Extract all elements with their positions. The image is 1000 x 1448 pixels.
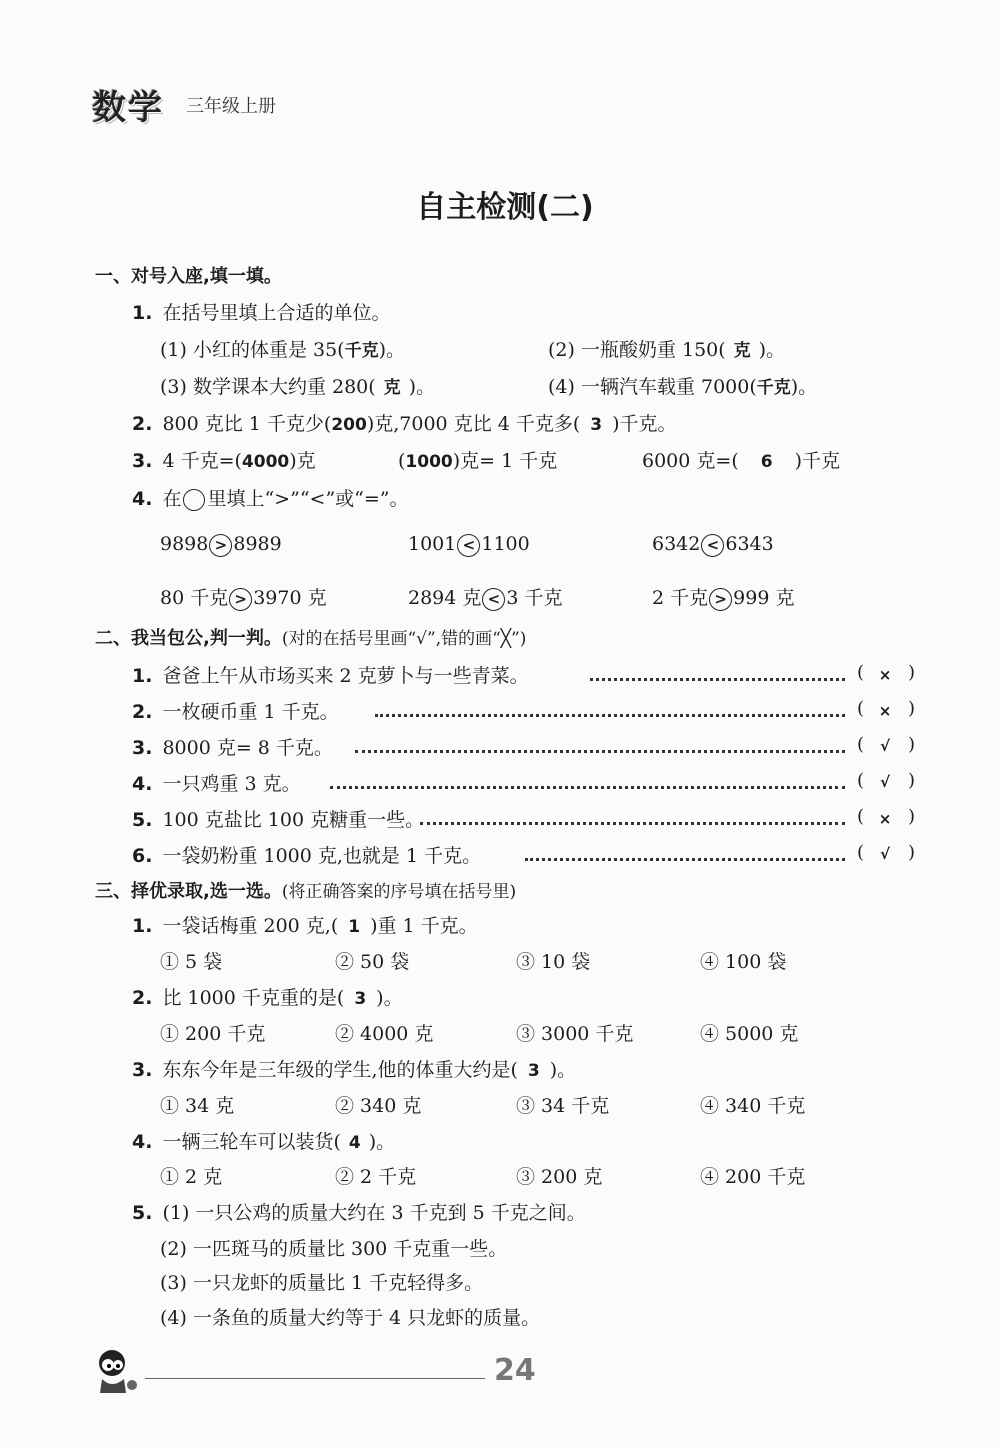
section-heading-text: 三、择优录取,选一选。 bbox=[95, 881, 282, 902]
question-text: 里填上“>”“<”或“=”。 bbox=[207, 488, 409, 510]
question-text: )克,7000 克比 4 千克多( bbox=[366, 413, 581, 435]
answer: 1 bbox=[348, 917, 361, 937]
question-text: 一袋话梅重 200 克,( bbox=[162, 915, 339, 937]
question-number: 2. bbox=[132, 987, 153, 1009]
question-number: 6. bbox=[132, 845, 153, 867]
option: ③ 3000 千克 bbox=[516, 1023, 634, 1045]
s3-q5 bbox=[132, 1198, 586, 1225]
question-number: 1. bbox=[132, 302, 153, 324]
answer: 3 bbox=[590, 415, 603, 435]
answer-paren-close: ) bbox=[908, 806, 916, 827]
answer-paren-open: ( bbox=[857, 806, 865, 827]
option: ② 340 克 bbox=[335, 1095, 422, 1117]
s3-q4 bbox=[132, 1127, 395, 1154]
judge-item bbox=[132, 769, 301, 796]
comparison-right: 1100 bbox=[481, 533, 530, 555]
question-text: )克= 1 千克 bbox=[452, 450, 558, 472]
comparison-item bbox=[652, 583, 794, 611]
answer: 千克 bbox=[756, 378, 791, 398]
section-1-heading: 一、对号入座,填一填。 bbox=[95, 266, 282, 287]
question-number: 2. bbox=[132, 413, 153, 435]
question-number: 1. bbox=[132, 665, 153, 687]
question-text: (2) 一瓶酸奶重 150( bbox=[548, 339, 726, 361]
s1-q3-e1 bbox=[132, 446, 316, 473]
section-heading-text: 二、我当包公,判一判。 bbox=[95, 628, 282, 649]
question-text: )。 bbox=[378, 339, 406, 361]
judge-mark: × bbox=[878, 810, 892, 828]
comparison-right: 6343 bbox=[725, 533, 774, 555]
comparison-left: 9898 bbox=[160, 533, 209, 555]
comparison-sign: > bbox=[209, 534, 232, 557]
option: ② 4000 克 bbox=[335, 1023, 434, 1045]
option: ① 34 克 bbox=[160, 1095, 235, 1117]
question-number: 4. bbox=[132, 773, 153, 795]
question-number: 4. bbox=[132, 488, 153, 510]
question-number: 1. bbox=[132, 915, 153, 937]
answer: 4000 bbox=[241, 452, 290, 472]
comparison-item bbox=[408, 583, 563, 611]
comparison-sign: < bbox=[701, 534, 724, 557]
question-text: 一枚硬币重 1 千克。 bbox=[162, 701, 339, 723]
answer-paren-close: ) bbox=[908, 842, 916, 863]
judge-item bbox=[132, 805, 424, 832]
question-text: )千克 bbox=[794, 450, 840, 472]
s3-q5-line: (3) 一只龙虾的质量比 1 千克轻得多。 bbox=[160, 1272, 484, 1294]
comparison-right: 3970 克 bbox=[253, 587, 327, 609]
question-text: 一只鸡重 3 克。 bbox=[162, 773, 301, 795]
answer: 200 bbox=[331, 415, 367, 435]
option: ③ 10 袋 bbox=[516, 951, 591, 973]
question-text: 100 克盐比 100 克糖重一些。 bbox=[162, 809, 425, 831]
answer-paren-open: ( bbox=[857, 698, 865, 719]
question-text: 6000 克=( bbox=[642, 450, 739, 472]
grade-label: 三年级上册 bbox=[186, 96, 276, 117]
comparison-right: 8989 bbox=[233, 533, 282, 555]
comparison-sign: < bbox=[482, 588, 505, 611]
answer: 千克 bbox=[344, 341, 379, 361]
answer-paren-open: ( bbox=[857, 842, 865, 863]
footer-rule bbox=[145, 1378, 485, 1379]
dotted-leader bbox=[330, 786, 845, 789]
option: ④ 200 千克 bbox=[700, 1166, 806, 1188]
question-text: )。 bbox=[758, 339, 786, 361]
question-text: )克 bbox=[289, 450, 316, 472]
question-number: 5. bbox=[132, 809, 153, 831]
comparison-sign: < bbox=[457, 534, 480, 557]
question-text: )。 bbox=[790, 376, 818, 398]
judge-mark: √ bbox=[879, 737, 890, 755]
page-number: 24 bbox=[494, 1353, 536, 1388]
question-number: 3. bbox=[132, 450, 153, 472]
s1-q2 bbox=[132, 409, 677, 436]
s1-q3-e2 bbox=[398, 446, 557, 473]
dotted-leader bbox=[525, 858, 845, 861]
question-text: )。 bbox=[368, 1131, 396, 1153]
comparison-left: 6342 bbox=[652, 533, 701, 555]
question-number: 4. bbox=[132, 1131, 153, 1153]
question-text: 一袋奶粉重 1000 克,也就是 1 千克。 bbox=[162, 845, 482, 867]
option: ① 5 袋 bbox=[160, 951, 223, 973]
answer-paren-close: ) bbox=[908, 662, 916, 683]
judge-mark: × bbox=[878, 666, 892, 684]
s1-q1-a bbox=[160, 335, 405, 362]
dotted-leader bbox=[590, 678, 845, 681]
question-text: (1) 一只公鸡的质量大约在 3 千克到 5 千克之间。 bbox=[162, 1202, 586, 1224]
judge-item bbox=[132, 697, 339, 724]
option: ① 2 克 bbox=[160, 1166, 223, 1188]
comparison-item bbox=[160, 533, 282, 557]
question-text: 比 1000 千克重的是( bbox=[162, 987, 345, 1009]
option: ③ 200 克 bbox=[516, 1166, 603, 1188]
answer: 克 bbox=[733, 341, 751, 361]
comparison-item bbox=[652, 533, 774, 557]
question-text: 4 千克=( bbox=[162, 450, 242, 472]
section-note: (将正确答案的序号填在括号里) bbox=[281, 882, 517, 902]
question-text: (1) 小红的体重是 35( bbox=[160, 339, 345, 361]
section-note: (对的在括号里画“√”,错的画“╳”) bbox=[281, 629, 527, 649]
s1-q3-e3 bbox=[642, 446, 840, 473]
comparison-right: 999 克 bbox=[733, 587, 795, 609]
s3-q1 bbox=[132, 911, 478, 938]
s3-q2 bbox=[132, 983, 403, 1010]
comparison-left: 2894 克 bbox=[408, 587, 482, 609]
dotted-leader bbox=[420, 822, 845, 825]
s3-q5-line: (2) 一匹斑马的质量比 300 千克重一些。 bbox=[160, 1238, 508, 1260]
question-text: )。 bbox=[376, 987, 403, 1009]
comparison-right: 3 千克 bbox=[506, 587, 563, 609]
option: ④ 100 袋 bbox=[700, 951, 787, 973]
answer: 1000 bbox=[405, 452, 453, 472]
s1-q1-c bbox=[160, 372, 435, 399]
question-text: (3) 数学课本大约重 280( bbox=[160, 376, 376, 398]
question-text: 在 bbox=[162, 488, 182, 510]
question-text: )重 1 千克。 bbox=[370, 915, 478, 937]
question-text: 在括号里填上合适的单位。 bbox=[162, 302, 391, 324]
question-text: 东东今年是三年级的学生,他的体重大约是( bbox=[162, 1059, 518, 1081]
comparison-left: 80 千克 bbox=[160, 587, 229, 609]
answer-paren-open: ( bbox=[857, 734, 865, 755]
subject-logo bbox=[92, 80, 164, 129]
question-number: 2. bbox=[132, 701, 153, 723]
comparison-item bbox=[408, 533, 530, 557]
s3-q3 bbox=[132, 1055, 576, 1082]
question-text: 爸爸上午从市场买来 2 克萝卜与一些青菜。 bbox=[162, 665, 529, 687]
option: ④ 5000 克 bbox=[700, 1023, 799, 1045]
option: ③ 34 千克 bbox=[516, 1095, 610, 1117]
comparison-left: 1001 bbox=[408, 533, 457, 555]
option: ④ 340 千克 bbox=[700, 1095, 806, 1117]
s1-q1 bbox=[132, 298, 390, 325]
option: ① 200 千克 bbox=[160, 1023, 266, 1045]
judge-item bbox=[132, 841, 481, 868]
answer-paren-open: ( bbox=[857, 770, 865, 791]
option: ② 2 千克 bbox=[335, 1166, 417, 1188]
judge-item bbox=[132, 733, 333, 760]
answer: 3 bbox=[354, 989, 367, 1009]
answer-paren-close: ) bbox=[908, 698, 916, 719]
question-text: 800 克比 1 千克少( bbox=[162, 413, 332, 435]
comparison-sign: > bbox=[229, 588, 252, 611]
s1-q4 bbox=[132, 484, 409, 511]
s3-q5-line: (4) 一条鱼的质量大约等于 4 只龙虾的质量。 bbox=[160, 1307, 541, 1329]
comparison-sign: > bbox=[709, 588, 732, 611]
question-number: 3. bbox=[132, 1059, 153, 1081]
answer-paren-close: ) bbox=[908, 770, 916, 791]
option: ② 50 袋 bbox=[335, 951, 410, 973]
question-text: 8000 克= 8 千克。 bbox=[162, 737, 333, 759]
section-3-heading bbox=[95, 877, 516, 903]
answer: 4 bbox=[348, 1133, 361, 1153]
dotted-leader bbox=[355, 750, 845, 753]
question-number: 3. bbox=[132, 737, 153, 759]
section-2-heading bbox=[95, 624, 526, 650]
question-number: 5. bbox=[132, 1202, 153, 1224]
judge-item bbox=[132, 661, 529, 688]
question-text: ( bbox=[398, 450, 406, 472]
question-text: )。 bbox=[549, 1059, 577, 1081]
comparison-item bbox=[160, 583, 327, 611]
s1-q1-b bbox=[548, 335, 785, 362]
question-text: (4) 一辆汽车载重 7000( bbox=[548, 376, 757, 398]
empty-circle-icon bbox=[183, 489, 205, 511]
judge-mark: √ bbox=[879, 773, 890, 791]
question-text: 一辆三轮车可以装货( bbox=[162, 1131, 341, 1153]
page-title: 自主检测(二) bbox=[416, 190, 594, 225]
mascot-icon bbox=[88, 1345, 144, 1397]
s1-q1-d bbox=[548, 372, 817, 399]
judge-mark: √ bbox=[879, 845, 890, 863]
comparison-left: 2 千克 bbox=[652, 587, 709, 609]
question-text: )千克。 bbox=[612, 413, 677, 435]
answer-paren-open: ( bbox=[857, 662, 865, 683]
question-text: )。 bbox=[408, 376, 436, 398]
judge-mark: × bbox=[878, 702, 892, 720]
answer: 6 bbox=[760, 452, 773, 472]
answer: 3 bbox=[527, 1061, 540, 1081]
answer-paren-close: ) bbox=[908, 734, 916, 755]
dotted-leader bbox=[375, 714, 845, 717]
subject-title: 数学 bbox=[92, 88, 164, 128]
answer: 克 bbox=[383, 378, 401, 398]
